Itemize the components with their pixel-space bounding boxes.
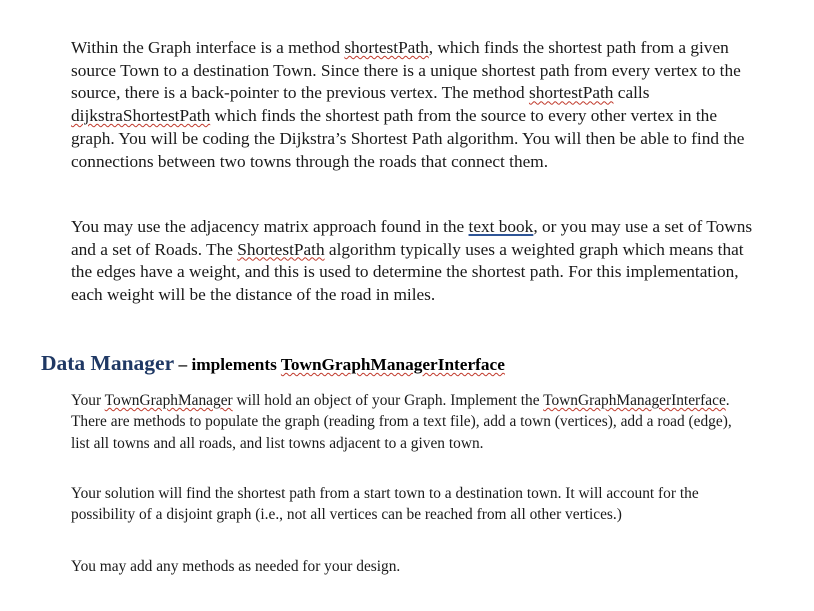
text-run: algorithm typically uses a weighted graph which means that the edges have a weight, and this is used to determine the shortest path. For this implementation, each weight will be the distance of the road in miles.	[71, 239, 744, 305]
text-run: , or you may use a set of Towns and a set of Roads. The	[71, 217, 753, 259]
section-title: Data Manager	[41, 351, 175, 375]
text-run: You may use the adjacency matrix approach found in the	[71, 217, 469, 236]
text-run: which finds the shortest path from the source to every other vertex in the graph. You will be coding the Dijkstra’s Shortest Path algorithm. You will then be able to find the connections between two towns through the roads that connect them.	[71, 106, 745, 171]
intro-paragraph-shortest-path	[71, 37, 761, 173]
spellcheck-word: TownGraphManagerInterface	[543, 392, 726, 409]
spellcheck-word: ShortestPath	[237, 239, 325, 259]
methods-paragraph: You may add any methods as needed for your design.	[71, 558, 401, 575]
section-heading	[41, 351, 505, 376]
spellcheck-word: shortestPath	[528, 83, 614, 103]
text-run: , which finds the shortest path from a given source Town to a destination Town. Since there is a unique shortest path from every vertex to the source, there is a back-pointer to the previous vertex. The method	[71, 38, 741, 103]
interface-name: TownGraphManagerInterface	[280, 355, 505, 374]
text-run: Within the Graph interface is a method	[71, 38, 345, 57]
text-run: calls	[613, 83, 650, 103]
spellcheck-word: TownGraphManager	[104, 392, 233, 409]
spellcheck-word: dijkstraShortestPath	[71, 106, 211, 126]
solution-paragraph: Your solution will find the shortest path from a start town to a destination town. It will account for the possibility of a disjoint graph (i.e., not all vertices can be reached from all other vertices.)	[71, 485, 699, 524]
text-run: Your	[71, 392, 105, 409]
section-subtitle-text: – implements	[174, 355, 281, 374]
manager-paragraph	[71, 390, 751, 454]
spellcheck-word: shortestPath	[344, 38, 429, 57]
text-run: . There are methods to populate the graph (reading from a text file), add a town (vertices), add a road (edge), list all towns and all roads, and list towns adjacent to a given town.	[71, 392, 732, 452]
intro-paragraph-adjacency	[71, 216, 763, 307]
text-run: will hold an object of your Graph. Implement the	[232, 392, 544, 409]
text-book-link[interactable]: text book	[468, 217, 534, 236]
